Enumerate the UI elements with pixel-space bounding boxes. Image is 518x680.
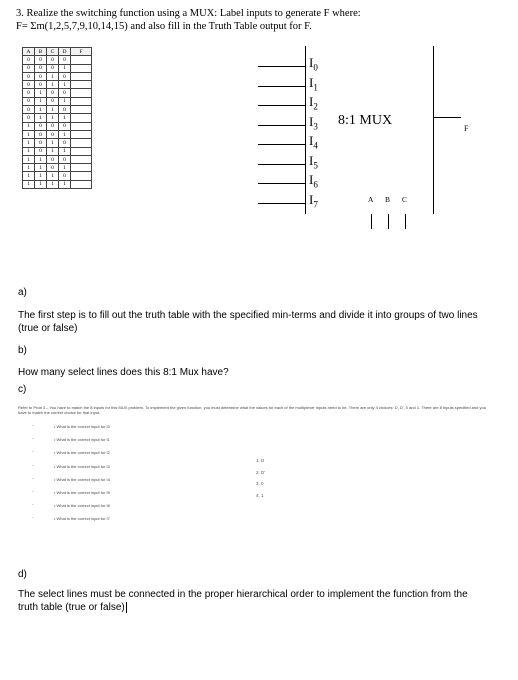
question-a-label: a) (18, 287, 27, 298)
answer-choice: 3. 0 (256, 481, 264, 486)
truth-table-cell: 0 (47, 89, 59, 97)
question-c-item-text: What is the correct input for I7 (56, 516, 110, 522)
truth-table-row (23, 72, 92, 80)
question-c-item-text: What is the correct input for I1 (56, 437, 110, 443)
truth-table-cell: 1 (47, 180, 59, 188)
answer-select[interactable]: - (32, 423, 34, 429)
mux-input-wire (258, 203, 305, 204)
question-d-text (18, 588, 488, 614)
truth-table-row (23, 56, 92, 64)
answer-select[interactable]: - (32, 436, 34, 443)
header-b: B (35, 48, 47, 56)
mux-input-prefix: I (309, 55, 314, 70)
mux-input-index: 3 (313, 121, 318, 132)
truth-table-cell: 0 (47, 155, 59, 163)
truth-table-row (23, 97, 92, 105)
answer-choice: 4. 1 (256, 492, 264, 498)
truth-table-output-cell[interactable] (71, 114, 92, 122)
truth-table-cell: 0 (35, 122, 47, 130)
question-b-text: How many select lines does this 8:1 Mux have? (18, 367, 229, 378)
mux-title: 8:1 MUX (338, 113, 393, 128)
header-c: C (47, 48, 59, 56)
mux-input-prefix: I (309, 113, 314, 129)
truth-table-cell: 1 (59, 64, 71, 72)
select-line-b (388, 214, 389, 229)
mux-input-index: 4 (313, 140, 318, 151)
bullet-icon: • (54, 476, 57, 482)
mux-input-prefix: I (309, 172, 314, 187)
mux-output-wire (433, 117, 461, 118)
problem-statement (16, 7, 456, 33)
mux-input-index: 1 (313, 82, 318, 93)
truth-table-cell: 1 (59, 164, 71, 172)
select-line-a (371, 214, 372, 229)
truth-table-cell: 0 (59, 56, 71, 64)
mux-input-label (309, 153, 318, 171)
truth-table-cell: 0 (35, 56, 47, 64)
truth-table-cell: 1 (35, 114, 47, 122)
bullet-icon: • (54, 424, 57, 429)
answer-select[interactable]: - (32, 489, 34, 495)
answer-select[interactable]: - (32, 475, 34, 482)
answer-select[interactable]: - (32, 502, 34, 509)
truth-table-cell: 1 (35, 180, 47, 188)
truth-table-cell: 0 (35, 130, 47, 138)
bullet-icon: • (54, 490, 57, 495)
truth-table-cell: 1 (59, 180, 71, 188)
mux-input-wire (258, 105, 305, 106)
mux-input-prefix: I (309, 152, 314, 168)
header-f: F (71, 48, 92, 56)
truth-table-cell: 0 (23, 72, 35, 80)
truth-table-cell: 1 (47, 139, 59, 147)
truth-table-output-cell[interactable] (71, 64, 92, 72)
mux-input-prefix: I (309, 191, 314, 207)
truth-table-cell: 0 (23, 97, 35, 105)
truth-table-cell: 0 (59, 89, 71, 97)
select-label-a: A (368, 195, 374, 204)
truth-table-row (23, 114, 92, 122)
mux-input-prefix: I (309, 94, 314, 109)
truth-table-cell: 0 (59, 155, 71, 163)
answer-choice: 1. D (256, 458, 265, 463)
truth-table-cell: 1 (47, 81, 59, 89)
truth-table-row (23, 180, 92, 188)
truth-table-output-cell[interactable] (71, 56, 92, 64)
mux-input-wire (258, 66, 305, 67)
mux-input-label (309, 133, 318, 151)
mux-input-wire (258, 164, 305, 165)
question-c-item (54, 516, 110, 521)
select-label-b: B (385, 195, 391, 204)
answer-choice: 2. D' (256, 469, 266, 475)
truth-table-row (23, 106, 92, 114)
truth-table-row (23, 81, 92, 89)
truth-table (22, 47, 92, 189)
truth-table-cell: 1 (35, 89, 47, 97)
question-d-text-content: The select lines must be connected in the proper hierarchical order to implement the function from the truth table (true or false) (18, 589, 468, 613)
mux-input-label (309, 192, 318, 210)
mux-input-label (309, 94, 318, 112)
mux-input-index: 2 (313, 101, 318, 112)
truth-table-row (23, 122, 92, 130)
truth-table-cell: 1 (59, 114, 71, 122)
truth-table-cell: 1 (47, 147, 59, 155)
question-c-item (54, 503, 110, 508)
truth-table-cell: 1 (47, 172, 59, 180)
truth-table-cell: 0 (59, 139, 71, 147)
truth-table-header-row (23, 48, 92, 56)
truth-table-row (23, 147, 92, 155)
truth-table-cell: 1 (47, 114, 59, 122)
bullet-icon: • (54, 516, 57, 522)
truth-table-cell: 1 (35, 164, 47, 172)
mux-input-label (309, 114, 318, 132)
truth-table-cell: 0 (47, 64, 59, 72)
truth-table-body (23, 56, 92, 189)
truth-table-cell: 0 (59, 106, 71, 114)
mux-input-prefix: I (309, 74, 314, 90)
problem-line-1: 3. Realize the switching function using a MUX: Label inputs to generate F where: (16, 8, 361, 19)
truth-table-cell: 0 (35, 147, 47, 155)
mux-output-label: F (464, 124, 469, 133)
truth-table-output-cell[interactable] (71, 122, 92, 130)
question-c-item (54, 464, 110, 469)
question-c-item-text: What is the correct input for I6 (56, 503, 110, 509)
answer-select[interactable]: - (32, 462, 34, 469)
truth-table-row (23, 64, 92, 72)
truth-table-cell: 1 (59, 81, 71, 89)
truth-table-cell: 1 (23, 164, 35, 172)
bullet-icon: • (54, 463, 57, 469)
truth-table-cell: 0 (59, 172, 71, 180)
question-c-item (54, 477, 110, 482)
bullet-icon: • (54, 437, 57, 443)
truth-table-row (23, 155, 92, 163)
mux-input-label (309, 172, 318, 190)
truth-table-output-cell[interactable] (71, 106, 92, 114)
truth-table-cell: 0 (35, 64, 47, 72)
truth-table-cell: 0 (47, 130, 59, 138)
truth-table-cell: 0 (47, 97, 59, 105)
truth-table-cell: 0 (35, 72, 47, 80)
truth-table-cell: 0 (59, 72, 71, 80)
mux-input-wire (258, 86, 305, 87)
truth-table-output-cell[interactable] (71, 147, 92, 155)
select-label-c: C (402, 195, 408, 204)
question-c-item-text: What is the correct input for I2 (56, 450, 110, 456)
truth-table-row (23, 139, 92, 147)
truth-table-cell: 1 (35, 106, 47, 114)
header-a: A (23, 48, 35, 56)
truth-table-cell: 1 (35, 155, 47, 163)
truth-table-cell: 0 (23, 56, 35, 64)
truth-table-output-cell[interactable] (71, 72, 92, 80)
question-c-item-text: What is the correct input for I3 (56, 463, 110, 469)
truth-table-row (23, 172, 92, 180)
truth-table-cell: 0 (59, 122, 71, 130)
text-cursor (126, 602, 127, 613)
truth-table-output-cell[interactable] (71, 89, 92, 97)
truth-table-cell: 1 (59, 130, 71, 138)
mux-input-prefix: I (309, 133, 314, 148)
truth-table-output-cell[interactable] (71, 180, 92, 188)
question-c-label: c) (18, 384, 27, 395)
bullet-icon: • (54, 450, 57, 456)
truth-table-cell: 1 (23, 155, 35, 163)
question-c-item (54, 437, 110, 442)
truth-table-cell: 1 (35, 172, 47, 180)
truth-table-cell: 1 (47, 106, 59, 114)
mux-input-wire (258, 125, 305, 126)
question-c-item-text: What is the correct input for I5 (56, 490, 110, 495)
truth-table-output-cell[interactable] (71, 155, 92, 163)
truth-table-cell: 1 (23, 180, 35, 188)
answer-select[interactable]: - (32, 515, 34, 522)
truth-table-cell: 0 (23, 106, 35, 114)
truth-table-cell: 1 (35, 97, 47, 105)
truth-table-output-cell[interactable] (71, 81, 92, 89)
truth-table-cell: 0 (23, 64, 35, 72)
question-c-item-text: What is the correct input for I0 (56, 424, 110, 429)
mux-input-wire (258, 183, 305, 184)
question-c-item (54, 450, 110, 455)
question-c-item-text: What is the correct input for I4 (56, 476, 110, 482)
truth-table-cell: 0 (23, 81, 35, 89)
question-c-item (54, 424, 110, 429)
truth-table-cell: 0 (47, 56, 59, 64)
mux-block (305, 46, 434, 214)
mux-input-label (309, 75, 318, 93)
truth-table-cell: 1 (59, 97, 71, 105)
question-c-intro: Refer to Prob 3 – You have to match the 8 inputs for this MUX problem. To implement the given function, you must determine what the values for each of the multiplexer inputs need to be. There are only 4 choices: D, D', 0 and 1. There are 8 inputs specified and you have to match the correct choice for that input. (18, 405, 486, 415)
truth-table-cell: 1 (23, 172, 35, 180)
mux-input-index: 7 (313, 199, 318, 210)
question-d-label: d) (18, 569, 27, 580)
truth-table-output-cell[interactable] (71, 130, 92, 138)
mux-input-wire (258, 144, 305, 145)
mux-input-index: 0 (313, 62, 318, 73)
truth-table-row (23, 89, 92, 97)
question-a-text: The first step is to fill out the truth table with the specified min-terms and divide it into groups of two lines (true or false) (18, 310, 478, 334)
truth-table-cell: 1 (47, 72, 59, 80)
bullet-icon: • (54, 503, 57, 509)
mux-input-label (309, 55, 318, 73)
problem-line-2: F= Σm(1,2,5,7,9,10,14,15) and also fill in the Truth Table output for F. (16, 21, 312, 32)
truth-table-cell: 0 (47, 164, 59, 172)
header-d: D (59, 48, 71, 56)
truth-table-cell: 1 (59, 147, 71, 155)
truth-table-cell: 1 (23, 130, 35, 138)
select-line-c (405, 214, 406, 229)
truth-table-cell: 0 (35, 81, 47, 89)
truth-table-output-cell[interactable] (71, 139, 92, 147)
truth-table-cell: 1 (23, 122, 35, 130)
truth-table-row (23, 164, 92, 172)
truth-table-output-cell[interactable] (71, 172, 92, 180)
answer-select[interactable]: - (32, 449, 34, 456)
truth-table-cell: 1 (23, 147, 35, 155)
truth-table-cell: 0 (35, 139, 47, 147)
mux-input-index: 5 (313, 160, 318, 171)
truth-table-output-cell[interactable] (71, 164, 92, 172)
truth-table-cell: 0 (23, 114, 35, 122)
truth-table-cell: 1 (23, 139, 35, 147)
mux-input-index: 6 (313, 179, 318, 190)
truth-table-output-cell[interactable] (71, 97, 92, 105)
truth-table-row (23, 130, 92, 138)
truth-table-cell: 0 (23, 89, 35, 97)
truth-table-cell: 0 (47, 122, 59, 130)
question-c-item (54, 490, 110, 495)
question-b-label: b) (18, 345, 27, 356)
